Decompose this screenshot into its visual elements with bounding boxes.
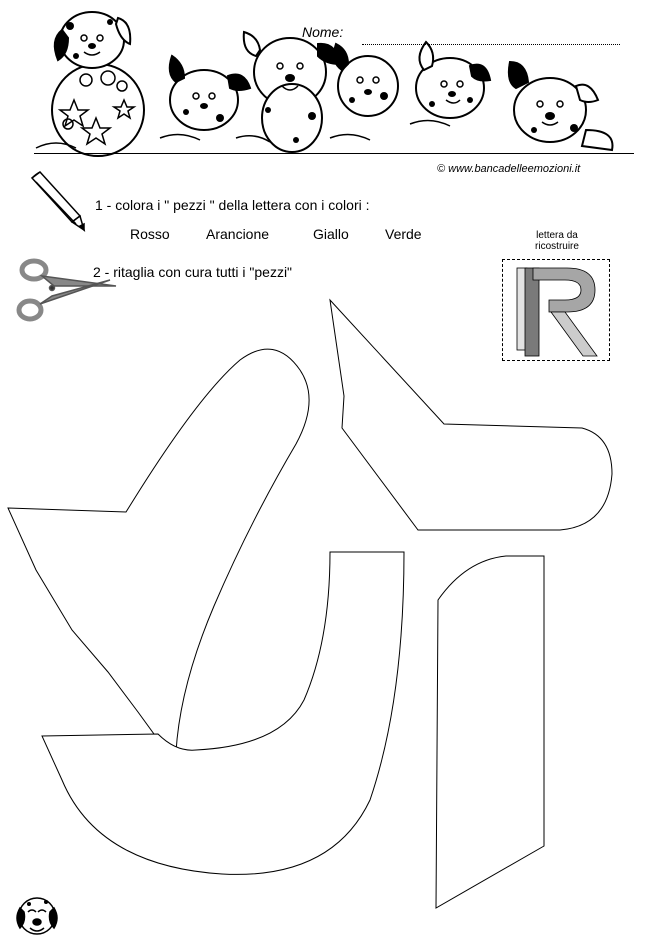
reference-caption-line-1: lettera da <box>536 230 578 241</box>
header-divider <box>34 153 634 154</box>
instruction-step-2: 2 - ritaglia con cura tutti i "pezzi" <box>93 264 293 280</box>
piece-vertical-bar[interactable] <box>436 556 544 908</box>
site-credit: © www.bancadelleemozioni.it <box>437 163 581 175</box>
reference-caption <box>502 230 612 252</box>
name-field-line[interactable] <box>362 44 620 45</box>
color-label-verde: Verde <box>385 226 422 242</box>
pencil-icon <box>28 170 88 232</box>
color-label-giallo: Giallo <box>313 226 349 242</box>
piece-stem-curved[interactable] <box>8 349 309 752</box>
name-label: Nome: <box>302 24 344 40</box>
reference-caption-line-2: ricostruire <box>535 241 579 252</box>
piece-leg-diagonal[interactable] <box>330 300 612 530</box>
dalmatian-puppy-face <box>14 890 60 940</box>
instruction-step-1: 1 - colora i " pezzi " della lettera con i colori : <box>95 197 370 213</box>
color-label-rosso: Rosso <box>130 226 170 242</box>
letter-pieces <box>0 290 650 950</box>
color-label-arancione: Arancione <box>206 226 270 242</box>
